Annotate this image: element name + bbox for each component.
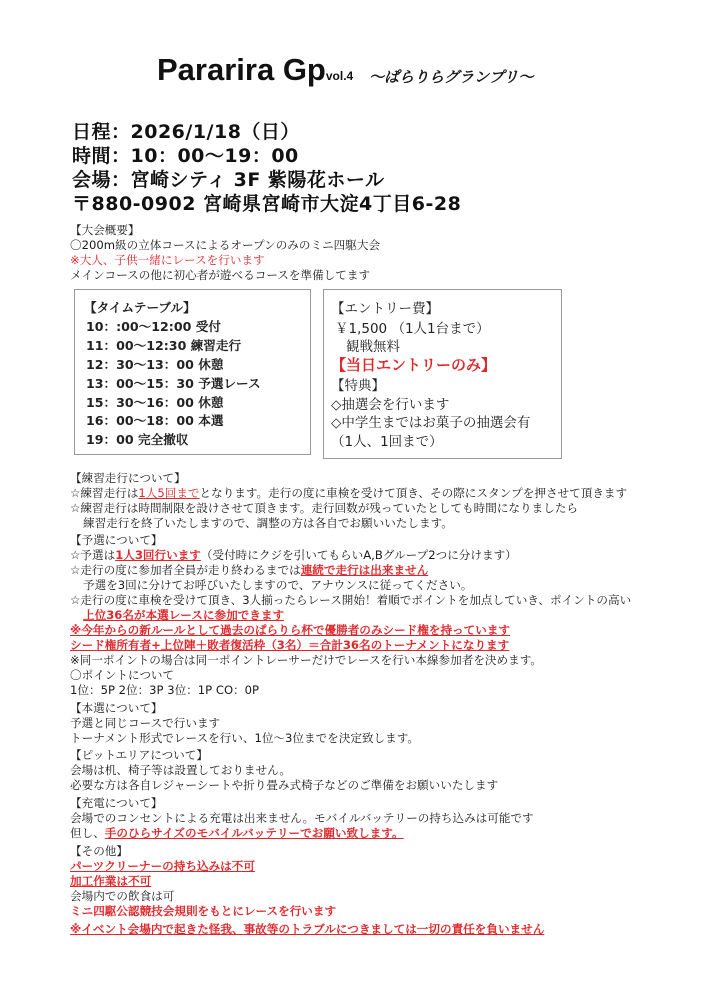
other-line-4: ミニ四駆公認競技会規則をもとにレースを行います <box>70 904 337 918</box>
charging-line-2 <box>70 825 404 841</box>
timetable-row: 10：:00～12:00 受付 <box>86 319 221 334</box>
qualifying-line-5: 上位36名が本選レースに参加できます <box>83 608 285 622</box>
entry-spectator: 観戦無料 <box>346 339 400 355</box>
pit-line-2: 必要な方は各自レジャーシートや折り畳み式椅子などのご準備をお願いいたします <box>70 778 499 792</box>
title-vol: vol.4 <box>325 69 354 83</box>
perk-2-note: （1人、1回まで） <box>331 434 443 450</box>
practice-line-1c: となります。走行の度に車検を受けて頂き、その際にスタンプを押させて頂きます <box>199 486 628 500</box>
other-line-3: 会場内での飲食は可 <box>70 889 175 903</box>
qualifying-line-9: 〇ポイントについて <box>70 668 175 682</box>
other-heading: 【その他】 <box>70 844 128 858</box>
timetable-row: 11：00～12:30 練習走行 <box>86 338 242 353</box>
perk-2: ◇中学生まではお菓子の抽選会有 <box>331 415 531 431</box>
qualifying-line-3: 予選を3回に分けてお呼びいたしますので、アナウンスに従ってください。 <box>83 578 473 592</box>
perk-1: ◇抽選会を行います <box>331 397 450 413</box>
finals-line-2: トーナメント形式でレースを行い、1位～3位までを決定致します。 <box>70 731 420 745</box>
timetable-row: 12：30～13：00 休憩 <box>86 357 224 372</box>
overview-line-3: メインコースの他に初心者が遊べるコースを準備してます <box>70 268 371 282</box>
overview-line-2: ※大人、子供一緒にレースを行います <box>70 253 265 267</box>
timetable-row: 19：00 完全撤収 <box>86 432 189 447</box>
charging-line-1: 会場でのコンセントによる充電は出来ません。モバイルバッテリーの持ち込みは可能です <box>70 811 534 825</box>
qualifying-line-2 <box>70 562 428 578</box>
practice-line-3: 練習走行を終了いたしますので、調整の方は各自でお願いいたします。 <box>83 516 453 530</box>
entry-sameday: 【当日エントリーのみ】 <box>331 356 497 374</box>
event-address: 〒880-0902 宮崎県宮崎市大淀4丁目6-28 <box>72 193 462 215</box>
page-title <box>157 52 353 88</box>
overview-heading: 【大会概要】 <box>70 223 140 237</box>
qualifying-runs: 1人3回行います <box>115 548 201 562</box>
timetable-row: 16：00～18：00 本選 <box>86 413 224 428</box>
other-line-2: 加工作業は不可 <box>70 874 152 888</box>
finals-line-1: 予選と同じコースで行います <box>70 716 221 730</box>
practice-line-1 <box>70 485 627 501</box>
qualifying-heading: 【予選について】 <box>70 533 163 547</box>
entry-fee: ￥1,500 （1人1台まで） <box>335 321 490 337</box>
title-text: Pararira Gp <box>157 52 326 87</box>
other-line-5: ※イベント会場内で起きた怪我、事故等のトラブルにつきましては一切の責任を負いません <box>70 922 545 936</box>
practice-limit: 1人5回まで <box>138 486 200 500</box>
charging-battery-size: 手のひらサイズのモバイルバッテリーでお願い致します。 <box>104 826 404 840</box>
finals-heading: 【本選について】 <box>70 701 163 715</box>
entry-heading: 【エントリー費】 <box>331 301 439 317</box>
qualifying-line-2a: ☆走行の度に参加者全員が走り終わるまでは <box>70 563 301 577</box>
timetable-heading: 【タイムテーブル】 <box>84 300 196 315</box>
perks-heading: 【特典】 <box>331 378 385 394</box>
timetable-row: 15：30～16：00 休憩 <box>86 395 224 410</box>
event-venue: 会場：宮崎シティ 3F 紫陽花ホール <box>72 169 385 191</box>
qualifying-line-1c: （受付時にクジを引いてもらいA,Bグループ2つに分けます） <box>200 548 517 562</box>
qualifying-points: 1位：5P 2位：3P 3位：1P CO：0P <box>70 683 260 697</box>
qualifying-line-8: ※同一ポイントの場合は同一ポイントレーサーだけでレースを行い本線参加者を決めます。 <box>70 653 542 667</box>
event-time: 時間：10：00～19：00 <box>72 145 299 167</box>
page-subtitle: ～ぱらりらグランプリ～ <box>369 68 534 86</box>
qualifying-no-consecutive: 連続で走行は出来ません <box>300 563 429 577</box>
overview-line-1: 〇200m級の立体コースによるオープンのみのミニ四駆大会 <box>70 238 381 252</box>
charging-heading: 【充電について】 <box>70 796 163 810</box>
qualifying-line-1a: ☆予選は <box>70 548 116 562</box>
qualifying-line-4: ☆走行の度に車検を受けて頂き、3人揃ったらレース開始！着順でポイントを加点していき、ポイントの高い <box>70 593 632 607</box>
pit-line-1: 会場は机、椅子等は設置しておりません。 <box>70 763 291 777</box>
qualifying-line-6: ※今年からの新ルールとして過去のぱらりら杯で優勝者のみシード権を持っています <box>70 623 511 637</box>
pit-heading: 【ピットエリアについて】 <box>70 748 208 762</box>
timetable-row: 13：00～15：30 予選レース <box>86 376 261 391</box>
charging-line-2a: 但し、 <box>70 826 105 840</box>
event-date: 日程：2026/1/18（日） <box>72 121 300 143</box>
practice-line-2: ☆練習走行は時間制限を設けさせて頂きます。走行回数が残っていたとしても時間になりましたら <box>70 501 579 515</box>
qualifying-line-1 <box>70 547 517 563</box>
practice-line-1a: ☆練習走行は <box>70 486 139 500</box>
other-line-1: パーツクリーナーの持ち込みは不可 <box>70 859 255 873</box>
practice-heading: 【練習走行について】 <box>70 471 186 485</box>
qualifying-line-7: シード権所有者+上位陣＋敗者復活枠（3名）＝合計36名のトーナメントになります <box>70 638 510 652</box>
